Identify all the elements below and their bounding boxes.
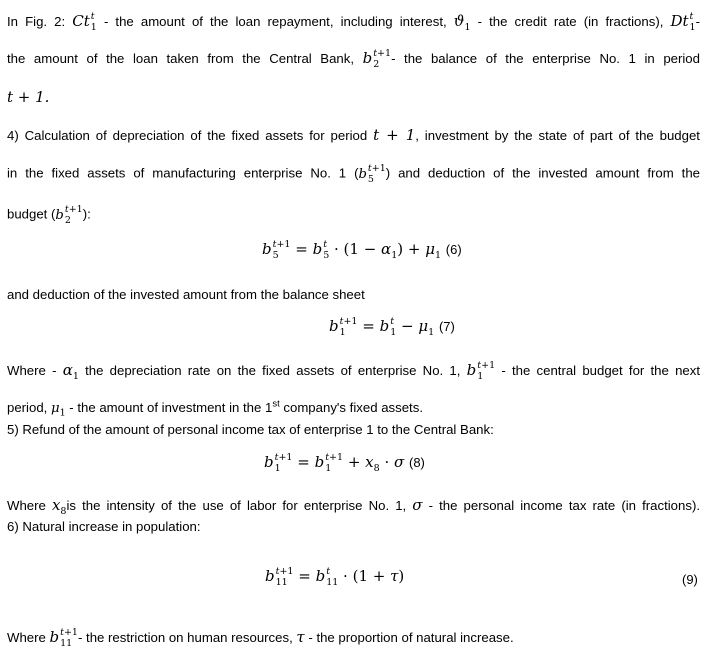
equation-8: b t+1 1 = b t+1 1 + $x_8 \cdot \sigma$ (8) <box>264 452 425 474</box>
math-ct1: Ct t 1 <box>72 11 97 33</box>
paragraph-line-6 <box>7 205 91 225</box>
math-b1-t1: b t+1 1 <box>466 360 496 382</box>
text: is the intensity of the use of labor for enterprise No. 1, <box>66 498 413 513</box>
math-b11-t1: b t+1 11 <box>49 627 78 649</box>
text: Where <box>7 498 52 513</box>
paragraph-line-7: and deduction of the invested amount from the balance sheet <box>7 287 365 302</box>
paragraph-line-9 <box>7 398 423 419</box>
text: the depreciation rate on the fixed assets of enterprise No. 1, <box>78 363 467 378</box>
math-tau: τ <box>296 628 305 646</box>
paragraph-line-11 <box>7 496 700 517</box>
text: - the central budget for the next <box>495 363 701 378</box>
text: - the amount of the loan repayment, including interest, <box>96 14 454 29</box>
text: company's fixed assets. <box>279 400 423 415</box>
text: , investment by the state of part of the budget <box>415 128 700 143</box>
text: - <box>695 14 700 29</box>
text: 4) Calculation of depreciation of the fixed assets for period <box>7 128 374 143</box>
text: - the personal income tax rate (in fractions). <box>422 498 700 513</box>
equation-9-number: (9) <box>682 572 698 587</box>
math-sigma: σ <box>412 496 423 514</box>
equation-7: b t+1 1 = b t 1 − $\mu_1$ (7) <box>329 316 455 338</box>
math-alpha1: $\alpha_1$ <box>62 361 79 382</box>
paragraph-line-5 <box>7 164 700 184</box>
text: - the balance of the enterprise No. 1 in period <box>391 51 700 66</box>
equation-number: (7) <box>438 319 455 334</box>
paragraph-line-8 <box>7 361 700 381</box>
paragraph-line-10: 5) Refund of the amount of personal income tax of enterprise 1 to the Central Bank: <box>7 422 494 437</box>
text: ) and deduction of the invested amount from the <box>385 165 700 181</box>
math-theta1: $ϑ_1$ <box>453 12 471 33</box>
equation-number: (8) <box>409 455 425 470</box>
text: in the fixed assets of manufacturing enterprise No. 1 ( <box>7 165 359 181</box>
text: the amount of the loan taken from the Central Bank, <box>7 51 363 66</box>
equation-9: b t+1 11 = b t 11 · (1 + τ) <box>265 566 405 588</box>
text: - the amount of investment in the 1 <box>65 400 273 415</box>
math-x8: $x_8$ <box>51 496 67 517</box>
text: In Fig. 2: <box>7 14 73 29</box>
paragraph-line-4 <box>7 126 700 144</box>
text: - the restriction on human resources, <box>77 630 297 645</box>
math-b2-t1: b t+1 2 <box>55 204 83 226</box>
math-b5-t1: b t+1 5 <box>358 163 386 185</box>
paragraph-line-3: t + 1. <box>7 88 50 106</box>
paragraph-line-1 <box>7 12 700 32</box>
math-dt1: Dt t 1 <box>670 11 696 33</box>
text: period, <box>7 400 51 415</box>
text: budget ( <box>7 206 56 222</box>
superscript: st <box>272 398 280 410</box>
math-t-plus-1: t + 1 <box>373 126 416 144</box>
math-mu1: $\mu_1$ <box>51 401 66 419</box>
text: - the proportion of natural increase. <box>304 630 514 645</box>
equation-6: b t+1 5 = b t 5 · $(1 - \alpha_1) + \mu_1$ (6) <box>262 239 462 261</box>
text: ): <box>82 206 91 222</box>
paragraph-line-12: 6) Natural increase in population: <box>7 519 201 534</box>
text: Where <box>7 630 50 645</box>
text: - the credit rate (in fractions), <box>470 14 671 29</box>
paragraph-line-13 <box>7 628 514 648</box>
math-b2-t1: b t+1 2 <box>362 48 392 70</box>
text: Where - <box>7 363 63 378</box>
paragraph-line-2 <box>7 49 700 69</box>
equation-number: (6) <box>445 242 462 257</box>
